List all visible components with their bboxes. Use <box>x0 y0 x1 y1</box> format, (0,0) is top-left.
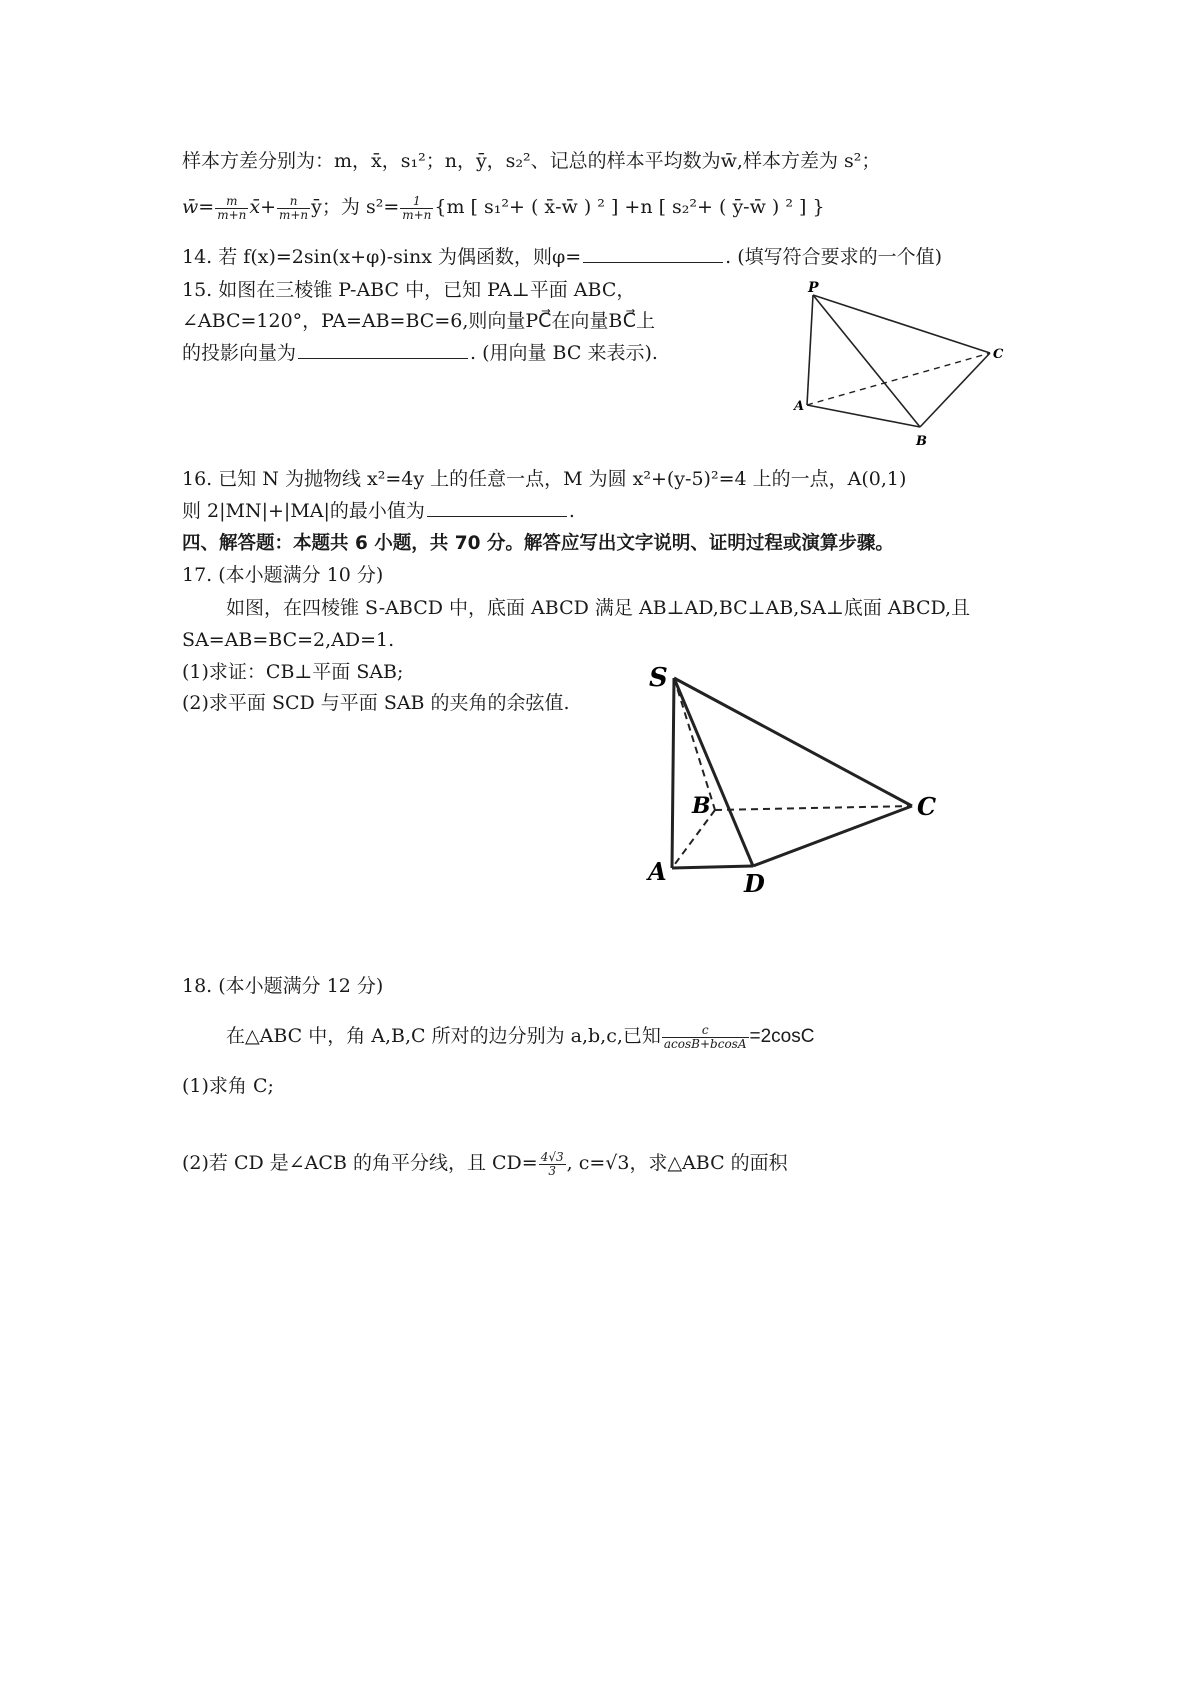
label-b: B <box>916 434 927 449</box>
edge-dc <box>753 806 912 866</box>
q16-text: 则 2|MN|+|MA|的最小值为 <box>182 500 425 522</box>
section-heading-4: 四、解答题：本题共 6 小题，共 70 分。解答应写出文字说明、证明过程或演算步骤。 <box>182 533 894 554</box>
q18-part-2-tail: , c=√3，求△ABC 的面积 <box>566 1152 788 1175</box>
q18-cd-fraction <box>539 1151 566 1177</box>
label-b: B <box>692 793 711 819</box>
edge-sd <box>674 678 753 866</box>
fraction-denominator: 3 <box>548 1163 556 1178</box>
fraction-n-over-mn <box>277 195 310 221</box>
fraction-numerator: 1 <box>400 195 433 209</box>
q15-line-3 <box>182 342 658 365</box>
edge-ad <box>672 866 753 868</box>
q16-period: . <box>568 500 575 522</box>
edge-ac-hidden <box>807 353 990 405</box>
q15-text: 的投影向量为 <box>182 342 297 364</box>
formula-wbar-lhs: w̄= <box>182 196 215 219</box>
fraction-numerator: c <box>662 1024 749 1038</box>
fraction-numerator: m <box>215 195 248 209</box>
q18-text: 在△ABC 中，角 A,B,C 所对的边分别为 a,b,c,已知 <box>226 1025 661 1048</box>
label-a: A <box>648 857 667 886</box>
label-d: D <box>744 869 765 898</box>
edge-sa <box>672 678 674 868</box>
label-s: S <box>649 663 668 693</box>
q18-part-1: (1)求角 C; <box>182 1075 274 1097</box>
q18-fraction <box>662 1024 749 1050</box>
question-14 <box>182 246 942 269</box>
q18-body <box>226 1024 814 1050</box>
label-c: C <box>993 347 1004 362</box>
q18-part-2 <box>182 1151 788 1177</box>
q18-head: 18. (本小题满分 12 分) <box>182 975 384 997</box>
label-c: C <box>917 792 937 821</box>
formula-weighted-mean <box>182 195 825 221</box>
q18-equation-rhs: =2cosC <box>749 1026 815 1048</box>
fraction-1-over-mn <box>400 195 433 221</box>
edge-pb <box>813 295 920 427</box>
fraction-numerator: n <box>277 195 310 209</box>
fraction-denominator: m+n <box>279 207 309 222</box>
q18-part-2-text: (2)若 CD 是∠ACB 的角平分线，且 CD= <box>182 1152 538 1175</box>
q17-head: 17. (本小题满分 10 分) <box>182 564 384 586</box>
q17-part-1: (1)求证：CB⊥平面 SAB; <box>182 661 404 683</box>
figure-pyramid-sabcd <box>635 648 955 898</box>
q15-line-1: 15. 如图在三棱锥 P-ABC 中，已知 PA⊥平面 ABC， <box>182 279 636 301</box>
figure-tetrahedron-pabc <box>790 275 1015 450</box>
edge-pc <box>813 295 990 353</box>
label-a: A <box>794 399 805 414</box>
q17-part-2: (2)求平面 SCD 与平面 SAB 的夹角的余弦值. <box>182 692 570 714</box>
q16-answer-blank[interactable] <box>427 515 567 517</box>
q14-text: 14. 若 f(x)=2sin(x+φ)-sinx 为偶函数，则φ= <box>182 246 582 268</box>
edge-bc <box>920 353 990 427</box>
edge-sc <box>674 678 912 806</box>
label-p: P <box>808 280 819 296</box>
q16-line-1: 16. 已知 N 为抛物线 x²=4y 上的任意一点，M 为圆 x²+(y-5)²=4 上的一点，A(0,1) <box>182 468 907 490</box>
fraction-m-over-mn <box>215 195 248 221</box>
edge-ab <box>807 405 920 427</box>
q14-answer-blank[interactable] <box>583 261 723 263</box>
fraction-denominator: acosB+bcosA <box>663 1036 747 1051</box>
formula-ybar: ȳ；为 s²= <box>311 196 400 219</box>
fraction-denominator: m+n <box>217 207 247 222</box>
edge-bc-hidden <box>715 806 912 810</box>
fraction-denominator: m+n <box>402 207 432 222</box>
q15-hint: . (用向量 BC 来表示). <box>470 342 658 364</box>
formula-variance-tail: {m [ s₁²+ ( x̄-w̄ ) ² ] +n [ s₂²+ ( ȳ-w̄ ) ² ] } <box>434 196 825 219</box>
q14-hint: . (填写符合要求的一个值) <box>725 246 943 268</box>
formula-xbar: x̄+ <box>249 196 276 219</box>
edge-pa <box>807 295 813 405</box>
q17-body-2: SA=AB=BC=2,AD=1. <box>182 629 395 651</box>
q15-answer-blank[interactable] <box>298 357 468 359</box>
q16-line-2 <box>182 500 575 523</box>
q17-body-1: 如图，在四棱锥 S-ABCD 中，底面 ABCD 满足 AB⊥AD,BC⊥AB,SA⊥底面 ABCD,且 <box>226 597 971 619</box>
q15-line-2: ∠ABC=120°，PA=AB=BC=6,则向量PC⃗在向量BC⃗上 <box>182 310 655 332</box>
formula-intro: 样本方差分别为：m，x̄，s₁²；n，ȳ，s₂²、记总的样本平均数为w̄,样本方差为 s²； <box>182 150 881 172</box>
fraction-numerator: 4√3 <box>540 1150 564 1164</box>
